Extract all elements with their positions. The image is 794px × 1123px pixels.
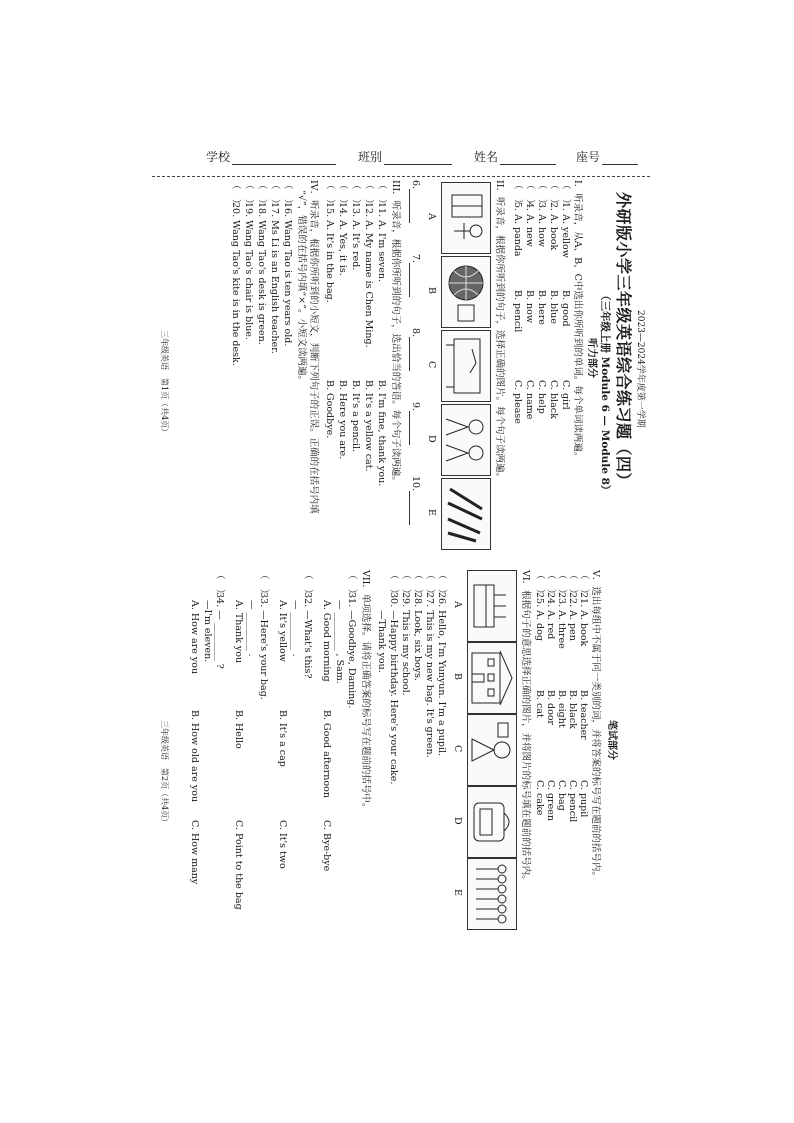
q3-row bbox=[374, 180, 387, 550]
option-a: 13. A. It's red. bbox=[350, 202, 361, 271]
name-field[interactable] bbox=[474, 148, 556, 165]
q1-heading: I．听录音，从A、B、C中选出你所听到的单词。每个单词读两遍。 bbox=[572, 180, 583, 462]
option-c: C. It's two bbox=[277, 820, 288, 869]
q7-item bbox=[181, 570, 225, 930]
option-b: B. cat bbox=[534, 690, 545, 718]
picture-d bbox=[467, 786, 517, 858]
response-line: —I'm eleven. bbox=[202, 600, 213, 663]
option-b: B. blue bbox=[548, 290, 559, 324]
option-c: C. How many bbox=[189, 820, 200, 885]
statement: 18. Wang Tao's desk is green. bbox=[256, 202, 267, 345]
picture-label: E bbox=[426, 509, 437, 516]
answer-paren[interactable]: （ ） bbox=[436, 570, 447, 599]
statement: 17. Ms Li is an English teacher. bbox=[269, 202, 280, 354]
response-line: — ________ . bbox=[246, 600, 257, 657]
sentence: 26. Hello, I'm Yunyun. I'm a pupil. bbox=[436, 592, 447, 757]
q4-row bbox=[241, 180, 254, 550]
six-boys-icon bbox=[468, 859, 516, 929]
sentence: 30. —Happy birthday. Here's your cake. bbox=[388, 592, 399, 785]
answer-paren[interactable]: （ ） bbox=[388, 570, 399, 599]
option-c: C. girl bbox=[560, 380, 571, 410]
option-b: B. eight bbox=[556, 690, 567, 728]
q3-list bbox=[322, 180, 387, 550]
girl-pupil-icon bbox=[468, 715, 516, 785]
q5-row bbox=[534, 570, 545, 930]
answer-paren[interactable]: （ ） bbox=[230, 180, 241, 209]
listening-section-title: 听力部分 bbox=[586, 338, 597, 378]
name-label: 姓名 bbox=[474, 150, 499, 164]
answer-paren[interactable]: （ ） bbox=[567, 570, 578, 599]
option-c: C. bag bbox=[556, 780, 567, 811]
option-a: 21. A. book bbox=[578, 592, 589, 647]
q4-list bbox=[228, 180, 293, 550]
option-c: C. pencil bbox=[567, 780, 578, 823]
answer-paren[interactable]: （ ） bbox=[536, 180, 547, 209]
q6-row bbox=[399, 570, 411, 930]
picture-label: A bbox=[452, 601, 463, 608]
statement: 19. Wang Tao's chair is blue. bbox=[243, 202, 254, 340]
answer-paren[interactable]: （ ） bbox=[282, 180, 293, 209]
response-line: — ________ . bbox=[290, 600, 301, 657]
page-title: 外研版小学三年级英语综合练习题（四） bbox=[614, 192, 633, 490]
answer-paren[interactable]: （ ） bbox=[346, 570, 357, 599]
statement: 16. Wang Tao is ten years old. bbox=[282, 202, 293, 347]
book-boy-icon bbox=[442, 183, 490, 253]
desk-icon bbox=[442, 331, 490, 401]
q3-row bbox=[361, 180, 374, 550]
cut-line bbox=[152, 176, 650, 177]
option-a: A. It's yellow bbox=[277, 600, 288, 662]
option-a: 1. A. yellow bbox=[560, 202, 571, 258]
option-b: B. It's a cap bbox=[277, 710, 288, 767]
page-footer: 三年级英语 第1页（共4页） bbox=[160, 330, 169, 437]
sentence: 29. This is my school. bbox=[400, 592, 411, 696]
answer-paren[interactable]: （ ） bbox=[560, 180, 571, 209]
option-b: B. Here you are. bbox=[337, 380, 348, 460]
option-b: B. good bbox=[560, 290, 571, 327]
page-1 bbox=[147, 180, 647, 550]
answer-blank-8[interactable]: 8. bbox=[409, 328, 421, 371]
answer-paren[interactable]: （ ） bbox=[548, 180, 559, 209]
option-a: A. Thank you bbox=[233, 600, 244, 664]
answer-paren[interactable]: （ ） bbox=[376, 180, 387, 209]
answer-paren[interactable]: （ ） bbox=[424, 570, 435, 599]
school-field[interactable] bbox=[206, 148, 336, 165]
q5-list bbox=[534, 570, 589, 930]
answer-paren[interactable]: （ ） bbox=[412, 570, 423, 599]
answer-paren[interactable]: （ ） bbox=[556, 570, 567, 599]
answer-paren[interactable]: （ ） bbox=[534, 570, 545, 599]
statement: 20. Wang Tao's kite is in the desk. bbox=[230, 202, 241, 366]
reply-text: —Thank you. bbox=[376, 610, 387, 673]
option-b: B. Hello bbox=[233, 710, 244, 749]
q6-heading: VI．根据句子的意思选择正确的图片，并将图片的标号填在题前的括号内。 bbox=[520, 570, 531, 885]
picture-c bbox=[441, 330, 491, 402]
answer-paren[interactable]: （ ） bbox=[337, 180, 348, 209]
school-label: 学校 bbox=[206, 150, 231, 164]
option-a: 4. A. new bbox=[524, 202, 535, 247]
page-2 bbox=[147, 570, 647, 930]
answer-paren[interactable]: （ ） bbox=[524, 180, 535, 209]
q6-list bbox=[375, 570, 447, 930]
written-section-title: 笔试部分 bbox=[606, 720, 617, 760]
q6-row bbox=[423, 570, 435, 930]
option-c: C. name bbox=[524, 380, 535, 420]
q4-row bbox=[267, 180, 280, 550]
q7-item bbox=[313, 570, 357, 930]
q4-row bbox=[280, 180, 293, 550]
answer-blank-6[interactable]: 6. bbox=[409, 180, 421, 223]
q5-row bbox=[545, 570, 556, 930]
option-a: A. How are you bbox=[189, 600, 200, 675]
answer-blank-7[interactable]: 7. bbox=[409, 254, 421, 297]
q3-row bbox=[335, 180, 348, 550]
option-c: C. help bbox=[536, 380, 547, 414]
picture-label: E bbox=[452, 889, 463, 896]
q2-heading: II．听录音，根据你所听到的句子，选择正确的图片。每个句子读两遍。 bbox=[494, 180, 505, 483]
basketball-icon bbox=[442, 257, 490, 327]
answer-blank-9[interactable]: 9. bbox=[409, 402, 421, 445]
q6-row bbox=[411, 570, 423, 930]
option-b: B. here bbox=[536, 290, 547, 325]
picture-label: C bbox=[426, 361, 437, 369]
question: 32. —What's this? bbox=[302, 592, 313, 679]
q3-heading: III．听录音，根据你所听到的句子，选出恰当的答语。每个句子读两遍。 bbox=[390, 180, 401, 486]
option-a: 11. A. I'm seven. bbox=[376, 202, 387, 283]
q7-item bbox=[269, 570, 313, 930]
answer-paren[interactable]: （ ） bbox=[512, 180, 523, 209]
question: 34. — ________ ? bbox=[214, 592, 225, 669]
option-b: B. How old are you bbox=[189, 710, 200, 803]
option-c: C. cake bbox=[534, 780, 545, 816]
option-c: C. Point to the bag bbox=[233, 820, 244, 910]
option-a: A. Good morning bbox=[321, 600, 332, 682]
picture-b bbox=[467, 642, 517, 714]
q7-list bbox=[181, 570, 357, 930]
picture-d bbox=[441, 404, 491, 476]
option-a: 24. A. red bbox=[545, 592, 556, 640]
picture-label: C bbox=[452, 745, 463, 753]
answer-paren[interactable]: （ ） bbox=[269, 180, 280, 209]
answer-paren[interactable]: （ ） bbox=[258, 570, 269, 599]
option-a: 12. A. My name is Chen Ming. bbox=[363, 202, 374, 348]
option-c: C. pupil bbox=[578, 780, 589, 818]
picture-label: D bbox=[452, 817, 463, 825]
question: 31. —Goodbye, Daming. bbox=[346, 592, 357, 709]
answer-paren[interactable]: （ ） bbox=[256, 180, 267, 209]
option-a: 2. A. book bbox=[548, 202, 559, 251]
option-b: B. It's a pencil. bbox=[350, 380, 361, 453]
option-b: B. I'm fine, thank you. bbox=[376, 380, 387, 487]
sentence: 27. This is my new bag. It's green. bbox=[424, 592, 435, 758]
class-label: 班别 bbox=[358, 150, 383, 164]
response-line: — ________ , Sam. bbox=[334, 600, 345, 684]
answer-paren[interactable]: （ ） bbox=[363, 180, 374, 209]
q3-row bbox=[322, 180, 335, 550]
q4-row bbox=[228, 180, 241, 550]
q7-heading: VII．单项选择。请将正确答案的标号写在题前的括号中。 bbox=[360, 570, 371, 813]
sentence: 28. Look, six boys. bbox=[412, 592, 423, 682]
q6-pictures bbox=[451, 570, 517, 930]
q4-heading: IV．听录音，根据你所听到的小短文，判断下列句子的正误。正确的在括号内填 bbox=[308, 180, 319, 514]
option-a: 3. A. how bbox=[536, 202, 547, 247]
q4-row bbox=[254, 180, 267, 550]
answer-paren[interactable]: （ ） bbox=[578, 570, 589, 599]
option-a: 25. A. dog bbox=[534, 592, 545, 641]
option-c: C. green bbox=[545, 780, 556, 821]
exam-sheet bbox=[147, 180, 647, 930]
answer-paren[interactable]: （ ） bbox=[302, 570, 313, 599]
two-children-icon bbox=[442, 405, 490, 475]
answer-paren[interactable]: （ ） bbox=[350, 180, 361, 209]
answer-blank-10[interactable]: 10. bbox=[409, 476, 421, 525]
option-a: 23. A. three bbox=[556, 592, 567, 649]
q6-reply bbox=[375, 570, 387, 930]
q6-row bbox=[435, 570, 447, 930]
seat-field[interactable] bbox=[576, 148, 638, 165]
option-b: B. black bbox=[567, 690, 578, 729]
option-b: B. teacher bbox=[578, 690, 589, 740]
option-b: B. Goodbye. bbox=[324, 380, 335, 439]
option-b: B. pencil bbox=[512, 290, 523, 333]
picture-label: B bbox=[426, 287, 437, 294]
option-c: C. please bbox=[512, 380, 523, 424]
q5-row bbox=[567, 570, 578, 930]
q5-heading: V．选出每组中不属于同一类别的词，并将答案的标号写在题前的括号内。 bbox=[590, 570, 601, 881]
student-info-line bbox=[0, 148, 794, 170]
option-a: 15. A. It's in the bag. bbox=[324, 202, 335, 303]
option-a: 22. A. pen bbox=[567, 592, 578, 641]
option-c: C. black bbox=[548, 380, 559, 419]
q2-pictures bbox=[421, 180, 491, 550]
q4-heading-line2: “√”，错误的在括号内填“×”。小短文读两遍。 bbox=[296, 190, 307, 385]
option-b: B. Good afternoon bbox=[321, 710, 332, 798]
pencils-icon bbox=[442, 479, 490, 549]
option-b: B. It's a yellow cat. bbox=[363, 380, 374, 472]
question: 33. —Here's your bag. bbox=[258, 592, 269, 700]
page-subtitle: （三年级上册 Module 6 — Module 8） bbox=[599, 290, 611, 496]
picture-label: B bbox=[452, 673, 463, 680]
picture-a bbox=[441, 182, 491, 254]
q3-row bbox=[348, 180, 361, 550]
seat-label: 座号 bbox=[576, 150, 601, 164]
picture-label: D bbox=[426, 435, 437, 443]
picture-b bbox=[441, 256, 491, 328]
picture-c bbox=[467, 714, 517, 786]
option-c: C. Bye-bye bbox=[321, 820, 332, 872]
answer-paren[interactable]: （ ） bbox=[545, 570, 556, 599]
class-field[interactable] bbox=[358, 148, 452, 165]
school-year: 2023—2024学年度第一学期 bbox=[635, 310, 645, 428]
picture-a bbox=[467, 570, 517, 642]
option-a: 5. A. panda bbox=[512, 202, 523, 257]
q7-item bbox=[225, 570, 269, 930]
school-bag-icon bbox=[468, 787, 516, 857]
page-footer: 三年级英语 第2页（共4页） bbox=[160, 720, 169, 827]
option-b: B. door bbox=[545, 690, 556, 726]
answer-paren[interactable]: （ ） bbox=[214, 570, 225, 599]
picture-e bbox=[467, 858, 517, 930]
picture-label: A bbox=[426, 213, 437, 220]
answer-paren[interactable]: （ ） bbox=[400, 570, 411, 599]
option-b: B. now bbox=[524, 290, 535, 323]
q6-row bbox=[387, 570, 399, 930]
option-a: 14. A. Yes, it is. bbox=[337, 202, 348, 276]
answer-paren[interactable]: （ ） bbox=[324, 180, 335, 209]
picture-e bbox=[441, 478, 491, 550]
birthday-cake-icon bbox=[468, 571, 516, 641]
answer-paren[interactable]: （ ） bbox=[243, 180, 254, 209]
school-building-icon bbox=[468, 643, 516, 713]
q5-row bbox=[578, 570, 589, 930]
q5-row bbox=[556, 570, 567, 930]
